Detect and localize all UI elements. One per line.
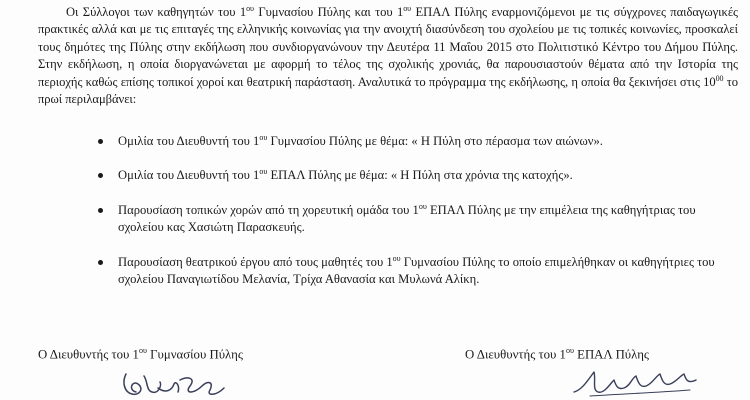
item-text: Ομιλία του Διευθυντή του 1 xyxy=(118,168,260,183)
item-sup: ου xyxy=(259,167,268,177)
item-sup: ου xyxy=(259,132,268,142)
signature-text: Ο Διευθυντής του 1 xyxy=(38,347,139,362)
signature-text: Γυμνασίου Πύλης xyxy=(146,347,243,362)
bullet-icon xyxy=(98,139,103,144)
item-text: ΕΠΑΛ Πύλης με την επιμέλεια της καθηγήτριας του σχολείου κας Χασιώτη Παρασκευής. xyxy=(118,202,696,235)
item-text: Γυμνασίου Πύλης με θέμα: « Η Πύλη στο πέρασμα των αιώνων». xyxy=(267,134,603,148)
handwritten-signature-left xyxy=(118,368,238,400)
signature-sup: ου xyxy=(138,346,147,355)
intro-sup-1: ου xyxy=(246,3,254,13)
intro-sup-2: ου xyxy=(403,3,412,13)
list-item xyxy=(96,167,736,184)
item-text: ΕΠΑΛ Πύλης με θέμα: « Η Πύλη στα χρόνια της κατοχής». xyxy=(267,168,573,183)
item-sup: ου xyxy=(418,201,427,211)
list-item xyxy=(96,254,736,289)
item-sup: ου xyxy=(392,253,401,263)
signature-text: ΕΠΑΛ Πύλης xyxy=(573,347,649,362)
signature-sup: ου xyxy=(565,346,574,355)
item-text: Γυμνασίου Πύλης το οποίο επιμελήθηκαν οι καθηγήτριες του σχολείου Παναγιωτίδου Μελανία, Τρίχα Αθανασία και Μυλωνά Αλίκη. xyxy=(118,254,715,287)
item-text: Παρουσίαση θεατρικού έργου από τους μαθητές του 1 xyxy=(118,254,393,269)
intro-text-4: το πρωί περιλαμβάνει: xyxy=(38,74,738,107)
bullet-icon xyxy=(98,173,103,178)
bullet-icon xyxy=(98,260,103,265)
list-item xyxy=(96,133,736,150)
signature-text: Ο Διευθυντής του 1 xyxy=(465,347,566,362)
handwritten-signature-right xyxy=(570,366,700,400)
item-text: Ομιλία του Διευθυντή του 1 xyxy=(118,134,260,148)
intro-text-1: Οι Σύλλογοι των καθηγητών του 1 xyxy=(66,5,247,19)
bullet-icon xyxy=(98,208,103,213)
program-list xyxy=(96,133,736,305)
item-text: Παρουσίαση τοπικών χορών από τη χορευτική ομάδα του 1 xyxy=(118,202,419,217)
intro-text-2: Γυμνασίου Πύλης και του 1 xyxy=(253,5,404,19)
list-item xyxy=(96,202,736,237)
signature-label-epal xyxy=(465,346,649,362)
intro-paragraph xyxy=(38,4,738,108)
intro-time-sup: 00 xyxy=(715,73,724,83)
signature-label-gymnasium xyxy=(38,346,243,362)
intro-text-3: ΕΠΑΛ Πύλης εναρμονιζόμενοι με τις σύγχρονες παιδαγωγικές πρακτικές αλλά και με τις επιταγές της ελληνικής κοινωνίας για την ανοιχτή διασύνδεση του σχολείου με τις τοπικές κοινωνίες, προσκαλεί τους δημότες της Πύλης στην εκδήλωση που συνδιοργανώνουν την Δευτέρα 11 Μαΐου 2015 στο Πολιτιστικό Κέντρο του Δήμου Πύλης. Στην εκδήλωση, η οποία διοργανώνεται με αφορμή το τέλος της σχολικής χρονιάς, θα παρουσιαστούν θέματα από την Ιστορία της περιοχής καθώς επίσης τοπικοί χοροί και θεατρική παράσταση. Αναλυτικά το πρόγραμμα της εκδήλωσης, η οποία θα ξεκινήσει στις 10 xyxy=(38,5,738,89)
